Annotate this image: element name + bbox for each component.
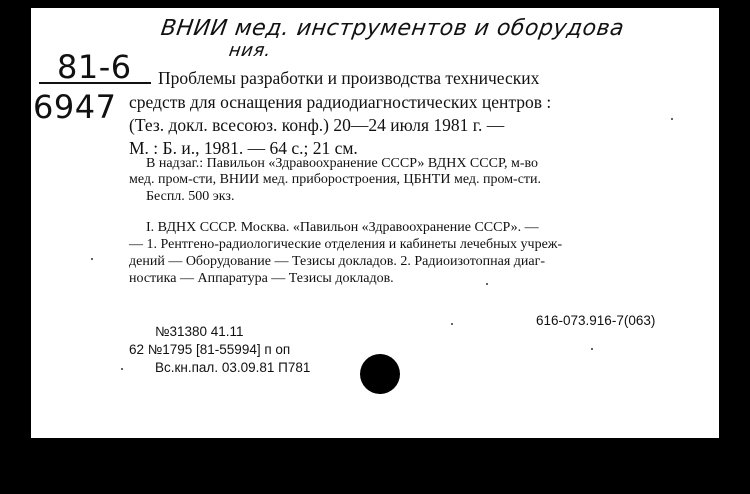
note-line-3: Беспл. 500 экз. bbox=[146, 189, 235, 204]
shelf-mark-divider bbox=[39, 82, 151, 84]
title-line-4: М. : Б. и., 1981. — 64 с.; 21 см. bbox=[129, 138, 358, 158]
title-line-3: (Тез. докл. всесоюз. конф.) 20—24 июля 1981 г. — bbox=[129, 115, 505, 135]
speck bbox=[671, 118, 673, 120]
speck bbox=[91, 258, 93, 260]
subject-line-3: дений — Оборудование — Тезисы докладов. 2. Радиоизотопная диаг- bbox=[129, 254, 546, 269]
title-line-1: Проблемы разработки и производства технических bbox=[158, 68, 540, 88]
subject-line-2: — 1. Рентгено-радиологические отделения и кабинеты лечебных учреж- bbox=[129, 237, 563, 252]
title-line-2: средств для оснащения радиодиагностических центров : bbox=[129, 92, 552, 112]
handwritten-note-line-2: ния. bbox=[227, 40, 273, 61]
shelf-mark-bottom: 6947 bbox=[33, 88, 117, 126]
udc-code: 616-073.916-7(063) bbox=[536, 313, 656, 328]
note-line-1: В надзаг.: Павильон «Здравоохранение СССР» ВДНХ СССР, м-во bbox=[146, 156, 539, 171]
speck bbox=[591, 348, 593, 350]
subject-line-1: I. ВДНХ СССР. Москва. «Павильон «Здравоохранение СССР». — bbox=[146, 220, 539, 235]
speck bbox=[486, 283, 488, 285]
print-run: 62 №1795 [81-55994] п оп bbox=[129, 342, 291, 357]
shelf-mark-top: 81-6 bbox=[57, 48, 132, 86]
speck bbox=[121, 368, 123, 370]
speck bbox=[451, 323, 453, 325]
handwritten-note-line-1: ВНИИ мед. инструментов и оборудова bbox=[159, 16, 626, 41]
subject-line-4: ностика — Аппаратура — Тезисы докладов. bbox=[129, 271, 394, 286]
registration-stamp: Вс.кн.пал. 03.09.81 П781 bbox=[155, 360, 311, 375]
card-punch-hole bbox=[360, 354, 400, 394]
note-line-2: мед. пром-сти, ВНИИ мед. приборостроения, ЦБНТИ мед. пром-сти. bbox=[129, 172, 542, 187]
card-number: №31380 41.11 bbox=[155, 324, 244, 339]
catalog-card bbox=[31, 8, 719, 438]
